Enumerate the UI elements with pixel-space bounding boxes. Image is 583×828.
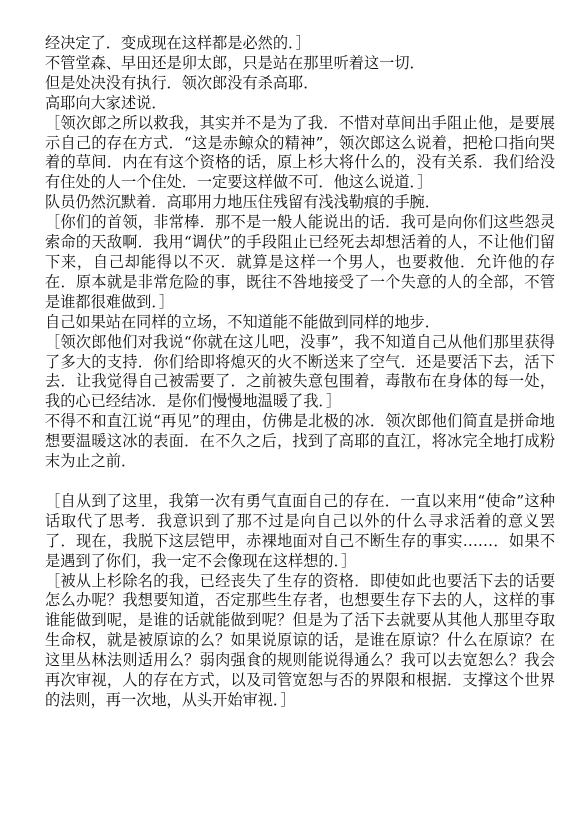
paragraph-7: ［你们的首领，非常棒．那不是一般人能说出的话．我可是向你们这些怨灵索命的天敌啊．我用“调伏”的手段阻止已经死去却想活着的人，不让他们留下来，自己却能得以不灭．就算是这样一个男人，也要救他．允许他的存在．原本就是非常危险的事，既往不咎地接受了一个失意的人的全部，不管是谁都很难做到．］	[45, 213, 555, 311]
paragraph-5: ［领次郎之所以救我，其实并不是为了我．不惜对草间出手阻止他，是要展示自己的存在方式．“这是赤鲸众的精神”，领次郎这么说着，把枪口指向哭着的草间．内在有这个资格的话，原上杉大将什么的，没有关系．我们给没有住处的人一个住处．一定要这样做不可．他这么说道．］	[45, 113, 555, 192]
paragraph-2: 不管堂森、早田还是卯太郎，只是站在那里听着这一切．	[45, 53, 425, 72]
paragraph-9: ［领次郎他们对我说“你就在这儿吧，没事”，我不知道自己从他们那里获得了多大的支持．你们给即将熄灭的火不断送来了空气．还是要活下去，活下去．让我觉得自己被需要了．之前被失意包围着，毒散布在身体的每一处，我的心已经结冰．是你们慢慢地温暖了我．］	[45, 332, 555, 411]
paragraph-8: 自己如果站在同样的立场，不知道能不能做到同样的地步．	[45, 312, 440, 331]
paragraph-12: ［被从上杉除名的我，已经丧失了生存的资格．即使如此也要活下去的话要怎么办呢？我想要知道，否定那些生存者，也想要生存下去的人，这样的事谁能做到呢，是谁的话就能做到呢？但是为了活下去就要从其他人那里夺取生命权，就是被原谅的么？如果说原谅的话，是谁在原谅？什么在原谅？在这里丛林法则适用么？弱肉强食的规则能说得通么？我可以去宽恕么？我会再次审视，人的存在方式，以及司管宽恕与否的界限和根据．支撑这个世界的法则，再一次地，从头开始审视．］	[45, 571, 555, 709]
paragraph-gap	[45, 472, 555, 492]
paragraph-6: 队员仍然沉默着．高耶用力地压住残留有浅浅勒痕的手腕．	[45, 193, 440, 212]
paragraph-4: 高耶向大家述说．	[45, 93, 167, 112]
paragraph-3: 但是处决没有执行．领次郎没有杀高耶．	[45, 73, 319, 92]
paragraph-10: 不得不和直江说“再见”的理由，仿佛是北极的冰．领次郎他们简直是拼命地想要温暖这冰的表面．在不久之后，找到了高耶的直江，将冰完全地打成粉末为止之前．	[45, 412, 555, 471]
paragraph-11: ［自从到了这里，我第一次有勇气直面自己的存在．一直以来用“使命”这种话取代了思考．我意识到了那不过是向自己以外的什么寻求活着的意义罢了．现在，我脱下这层铠甲，赤裸地面对自己不断生存的事实……．如果不是遇到了你们，我一定不会像现在这样想的．］	[45, 491, 555, 570]
paragraph-1: 经决定了．变成现在这样都是必然的．］	[45, 34, 311, 52]
document-page	[45, 34, 555, 711]
